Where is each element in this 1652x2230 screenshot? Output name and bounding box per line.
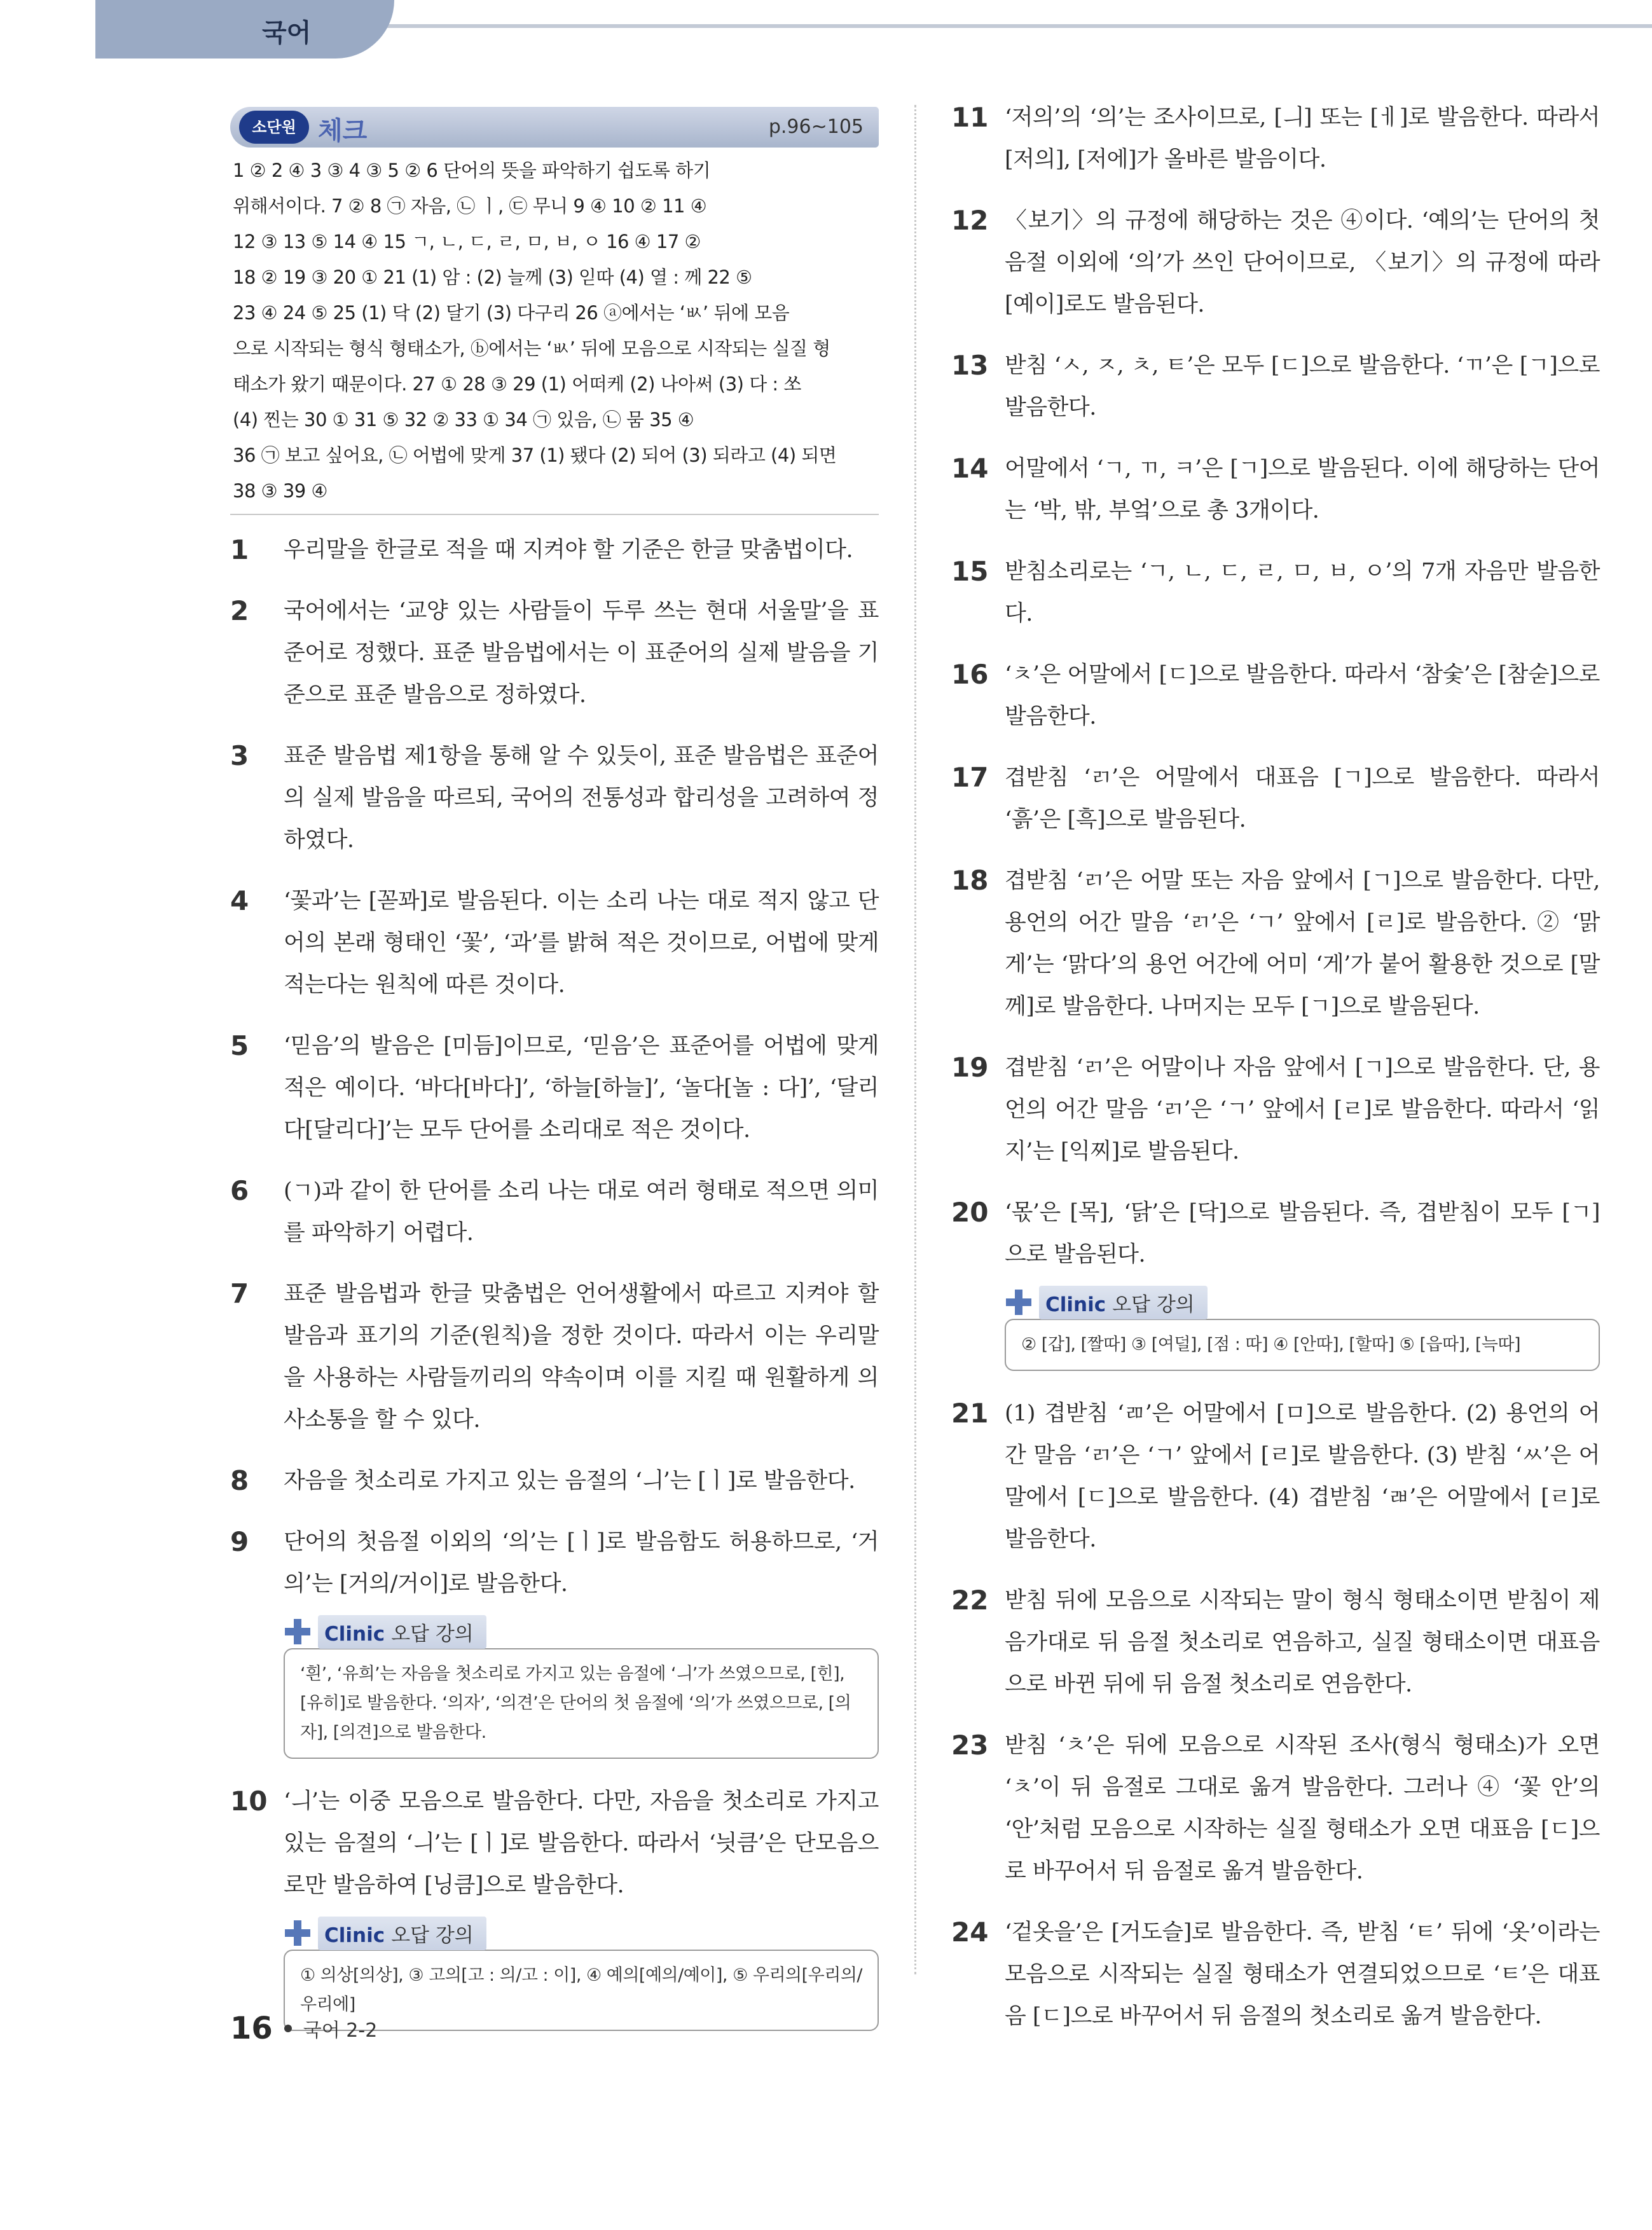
question-item (951, 1911, 1600, 2037)
clinic-label (318, 1615, 486, 1649)
book-title: 국어 2-2 (303, 2020, 378, 2042)
question-item (951, 200, 1600, 326)
header-rule (382, 24, 1652, 28)
question-explanation: ‘ㅊ’은 어말에서 [ㄷ]으로 발음한다. 따라서 ‘참숯’은 [참숟]으로 발음한다. (1005, 662, 1600, 729)
question-number: 6 (230, 1175, 249, 1206)
question-number: 18 (951, 865, 989, 896)
question-item (951, 97, 1600, 181)
question-number: 14 (951, 453, 989, 484)
clinic-header (284, 1615, 879, 1648)
question-item (951, 1724, 1600, 1892)
column-divider (914, 105, 916, 1974)
question-item (951, 860, 1600, 1028)
bullet-icon (284, 2025, 292, 2032)
question-explanation: ‘ㅢ’는 이중 모음으로 발음한다. 다만, 자음을 첫소리로 가지고 있는 음절의 ‘ㅢ’는 [ㅣ]로 발음한다. 따라서 ‘늿큼’은 단모음으로만 발음하여 [닝큼]으로 발음한다. (284, 1789, 879, 1898)
question-number: 16 (951, 659, 989, 690)
clinic-label-en: Clinic (1045, 1293, 1106, 1316)
clinic-box-q20 (1005, 1286, 1600, 1371)
plus-icon (1005, 1288, 1033, 1316)
left-column (230, 95, 879, 2037)
question-item (230, 529, 879, 571)
question-explanation: ‘저의’의 ‘의’는 조사이므로, [ㅢ] 또는 [ㅔ]로 발음한다. 따라서 [저의], [저에]가 올바른 발음이다. (1005, 105, 1600, 172)
clinic-label-ko: 오답 강의 (1112, 1293, 1195, 1316)
question-explanation: 표준 발음법 제1항을 통해 알 수 있듯이, 표준 발음법은 표준어의 실제 발음을 따르되, 국어의 전통성과 합리성을 고려하여 정하였다. (284, 743, 879, 853)
question-explanation: (1) 겹받침 ‘ㄻ’은 어말에서 [ㅁ]으로 발음한다. (2) 용언의 어간 말음 ‘ㄺ’은 ‘ㄱ’ 앞에서 [ㄹ]로 발음한다. (3) 받침 ‘ㅆ’은 어말에서 [ㄷ]으로 발음한다. (4) 겹받침 ‘ㄼ’은 어말에서 [ㄹ]로 발음한다. (1005, 1401, 1600, 1552)
answer-line: 태소가 왔기 때문이다. 27 ① 28 ③ 29 (1) 어떠케 (2) 나아써 (3) 다 : 쏘 (233, 373, 801, 395)
answer-line: 18 ② 19 ③ 20 ① 21 (1) 암 : (2) 늘께 (3) 읻따 (4) 열 : 께 22 ⑤ (233, 266, 752, 288)
question-explanation: ‘몫’은 [목], ‘닭’은 [닥]으로 발음된다. 즉, 겹받침이 모두 [ㄱ]으로 발음된다. (1005, 1200, 1600, 1267)
question-number: 21 (951, 1398, 989, 1429)
question-explanation: (ㄱ)과 같이 한 단어를 소리 나는 대로 여러 형태로 적으면 의미를 파악하기 어렵다. (284, 1178, 879, 1246)
page-footer (230, 2011, 377, 2046)
question-item (951, 448, 1600, 532)
clinic-label (318, 1917, 486, 1950)
right-column (951, 89, 1600, 2037)
check-header (230, 107, 879, 148)
subject-tab-label: 국어 (262, 18, 312, 48)
question-number: 17 (951, 762, 989, 793)
question-explanation: 받침 뒤에 모음으로 시작되는 말이 형식 형태소이면 받침이 제 음가대로 뒤 음절 첫소리로 연음하고, 실질 형태소이면 대표음으로 바뀐 뒤에 뒤 음절 첫소리로 연음한다. (1005, 1588, 1600, 1697)
question-item (230, 1460, 879, 1502)
question-item (230, 880, 879, 1006)
question-item (951, 1580, 1600, 1705)
question-number: 10 (230, 1786, 268, 1817)
question-item (951, 1047, 1600, 1173)
answer-line: 12 ③ 13 ⑤ 14 ④ 15 ㄱ, ㄴ, ㄷ, ㄹ, ㅁ, ㅂ, ㅇ 16 ④ 17 ② (233, 231, 701, 252)
question-number: 19 (951, 1052, 989, 1083)
question-explanation: ‘꽃과’는 [꼳꽈]로 발음된다. 이는 소리 나는 대로 적지 않고 단어의 본래 형태인 ‘꽃’, ‘과’를 밝혀 적은 것이므로, 어법에 맞게 적는다는 원칙에 따른 것이다. (284, 888, 879, 998)
question-explanation: 표준 발음법과 한글 맞춤법은 언어생활에서 따르고 지켜야 할 발음과 표기의 기준(원칙)을 정한 것이다. 따라서 이는 우리말을 사용하는 사람들끼리의 약속이며 이를 지킬 때 원활하게 의사소통을 할 수 있다. (284, 1281, 879, 1433)
question-number: 12 (951, 205, 989, 236)
clinic-label-ko: 오답 강의 (391, 1622, 474, 1646)
answer-line: 으로 시작되는 형식 형태소가, ⓑ에서는 ‘ㅄ’ 뒤에 모음으로 시작되는 실질 형 (233, 338, 830, 359)
answer-line: 1 ② 2 ④ 3 ③ 4 ③ 5 ② 6 단어의 뜻을 파악하기 쉽도록 하기 (233, 160, 711, 181)
clinic-label-ko: 오답 강의 (391, 1924, 474, 1947)
question-explanation: ‘믿음’의 발음은 [미듬]이므로, ‘믿음’은 표준어를 어법에 맞게 적은 예이다. ‘바다[바다]’, ‘하늘[하늘]’, ‘놀다[놀 : 다]’, ‘달리다[달리다]’는 모두 단어를 소리대로 적은 것이다. (284, 1033, 879, 1143)
question-number: 8 (230, 1465, 249, 1496)
check-title: 체크 (318, 116, 368, 146)
answer-line: 38 ③ 39 ④ (233, 480, 327, 502)
question-explanation: 받침소리로는 ‘ㄱ, ㄴ, ㄷ, ㄹ, ㅁ, ㅂ, ㅇ’의 7개 자음만 발음한다. (1005, 559, 1600, 626)
question-number: 24 (951, 1917, 989, 1948)
answer-line: 36 ㉠ 보고 싶어요, ㉡ 어법에 맞게 37 (1) 됐다 (2) 되어 (3) 되라고 (4) 되면 (233, 444, 837, 466)
question-number: 9 (230, 1526, 249, 1557)
question-item (951, 757, 1600, 841)
question-item (230, 1273, 879, 1441)
question-item (230, 1170, 879, 1254)
question-item (230, 735, 879, 861)
answer-line: (4) 찐는 30 ① 31 ⑤ 32 ② 33 ① 34 ㉠ 있음, ㉡ 뭄 35 ④ (233, 409, 694, 430)
answer-line: 23 ④ 24 ⑤ 25 (1) 닥 (2) 달기 (3) 다구리 26 ⓐ에서는 ‘ㅄ’ 뒤에 모음 (233, 302, 790, 324)
question-number: 1 (230, 534, 249, 565)
question-number: 4 (230, 885, 249, 916)
question-number: 5 (230, 1030, 249, 1061)
page-number: 16 (230, 2011, 273, 2046)
question-number: 22 (951, 1585, 989, 1616)
question-item (951, 345, 1600, 429)
question-item (230, 1780, 879, 1906)
clinic-label-en: Clinic (324, 1622, 385, 1646)
clinic-box-q9 (284, 1615, 879, 1759)
question-number: 3 (230, 740, 249, 771)
question-number: 11 (951, 102, 989, 133)
question-item (230, 1025, 879, 1151)
question-explanation: 받침 ‘ㅅ, ㅈ, ㅊ, ㅌ’은 모두 [ㄷ]으로 발음한다. ‘ㄲ’은 [ㄱ]으로 발음한다. (1005, 353, 1600, 420)
question-number: 7 (230, 1278, 249, 1309)
question-item (951, 551, 1600, 635)
question-item (230, 590, 879, 716)
question-number: 23 (951, 1730, 989, 1761)
check-page-range: p.96~105 (768, 116, 864, 138)
answer-line: 위해서이다. 7 ② 8 ㉠ 자음, ㉡ ㅣ, ㉢ 무니 9 ④ 10 ② 11 ④ (233, 195, 707, 217)
subject-tab (95, 0, 394, 59)
question-number: 13 (951, 350, 989, 381)
clinic-label (1039, 1286, 1208, 1319)
question-item (951, 1393, 1600, 1560)
question-item (951, 1192, 1600, 1276)
question-explanation: 〈보기〉의 규정에 해당하는 것은 ④이다. ‘예의’는 단어의 첫음절 이외에 ‘의’가 쓰인 단어이므로, 〈보기〉의 규정에 따라 [예이]로도 발음된다. (1005, 208, 1600, 317)
clinic-header (284, 1917, 879, 1950)
question-item (951, 654, 1600, 738)
question-number: 20 (951, 1197, 989, 1228)
clinic-text: ① 의상[의상], ③ 고의[고 : 의/고 : 이], ④ 예의[예의/예이], ⑤ 우리의[우리의/우리에] (284, 1950, 879, 2031)
plus-icon (284, 1618, 312, 1646)
question-explanation: 어말에서 ‘ㄱ, ㄲ, ㅋ’은 [ㄱ]으로 발음된다. 이에 해당하는 단어는 ‘박, 밖, 부엌’으로 총 3개이다. (1005, 456, 1600, 523)
question-explanation: 받침 ‘ㅊ’은 뒤에 모음으로 시작된 조사(형식 형태소)가 오면 ‘ㅊ’이 뒤 음절로 그대로 옮겨 발음한다. 그러나 ④ ‘꽃 안’의 ‘안’처럼 모음으로 시작하는 실질 형태소가 오면 대표음 [ㄷ]으로 바꾸어서 뒤 음절로 옮겨 발음한다. (1005, 1733, 1600, 1884)
question-explanation: 겹받침 ‘ㄺ’은 어말 또는 자음 앞에서 [ㄱ]으로 발음한다. 다만, 용언의 어간 말음 ‘ㄺ’은 ‘ㄱ’ 앞에서 [ㄹ]로 발음한다. ② ‘맑게’는 ‘맑다’의 용언 어간에 어미 ‘게’가 붙어 활용한 것으로 [말께]로 발음한다. 나머지는 모두 [ㄱ]으로 발음된다. (1005, 868, 1600, 1019)
question-number: 15 (951, 556, 989, 587)
clinic-header (1005, 1286, 1600, 1319)
question-explanation: 단어의 첫음절 이외의 ‘의’는 [ㅣ]로 발음함도 허용하므로, ‘거의’는 [거의/거이]로 발음한다. (284, 1529, 879, 1597)
question-explanation: 겹받침 ‘ㄺ’은 어말에서 대표음 [ㄱ]으로 발음한다. 따라서 ‘흙’은 [흑]으로 발음된다. (1005, 765, 1600, 832)
question-item (230, 1521, 879, 1605)
question-explanation: ‘겉옷을’은 [거도슬]로 발음한다. 즉, 받침 ‘ㅌ’ 뒤에 ‘옷’이라는 모음으로 시작되는 실질 형태소가 연결되었으므로 ‘ㅌ’은 대표음 [ㄷ]으로 바꾸어서 뒤 음절의 첫소리로 옮겨 발음한다. (1005, 1920, 1600, 2029)
question-explanation: 국어에서는 ‘교양 있는 사람들이 두루 쓰는 현대 서울말’을 표준어로 정했다. 표준 발음법에서는 이 표준어의 실제 발음을 기준으로 표준 발음으로 정하였다. (284, 598, 879, 708)
answer-key-rule (230, 514, 879, 515)
question-explanation: 겹받침 ‘ㄺ’은 어말이나 자음 앞에서 [ㄱ]으로 발음한다. 단, 용언의 어간 말음 ‘ㄺ’은 ‘ㄱ’ 앞에서 [ㄹ]로 발음한다. 따라서 ‘읽지’는 [익찌]로 발음된다. (1005, 1055, 1600, 1164)
clinic-text: ② [갑], [짤따] ③ [여덜], [점 : 따] ④ [안따], [할따] ⑤ [읍따], [늑따] (1005, 1319, 1600, 1371)
question-number: 2 (230, 595, 249, 626)
clinic-text: ‘흰’, ‘유희’는 자음을 첫소리로 가지고 있는 음절에 ‘ㅢ’가 쓰였으므로, [힌], [유히]로 발음한다. ‘의자’, ‘의견’은 단어의 첫 음절에 ‘의’가 쓰였으므로, [의자], [의견]으로 발음한다. (284, 1648, 879, 1759)
plus-icon (284, 1919, 312, 1947)
check-badge: 소단원 (239, 111, 309, 144)
clinic-label-en: Clinic (324, 1924, 385, 1947)
question-explanation: 우리말을 한글로 적을 때 지켜야 할 기준은 한글 맞춤법이다. (284, 537, 853, 563)
question-explanation: 자음을 첫소리로 가지고 있는 음절의 ‘ㅢ’는 [ㅣ]로 발음한다. (284, 1468, 855, 1494)
answer-key (230, 153, 879, 509)
